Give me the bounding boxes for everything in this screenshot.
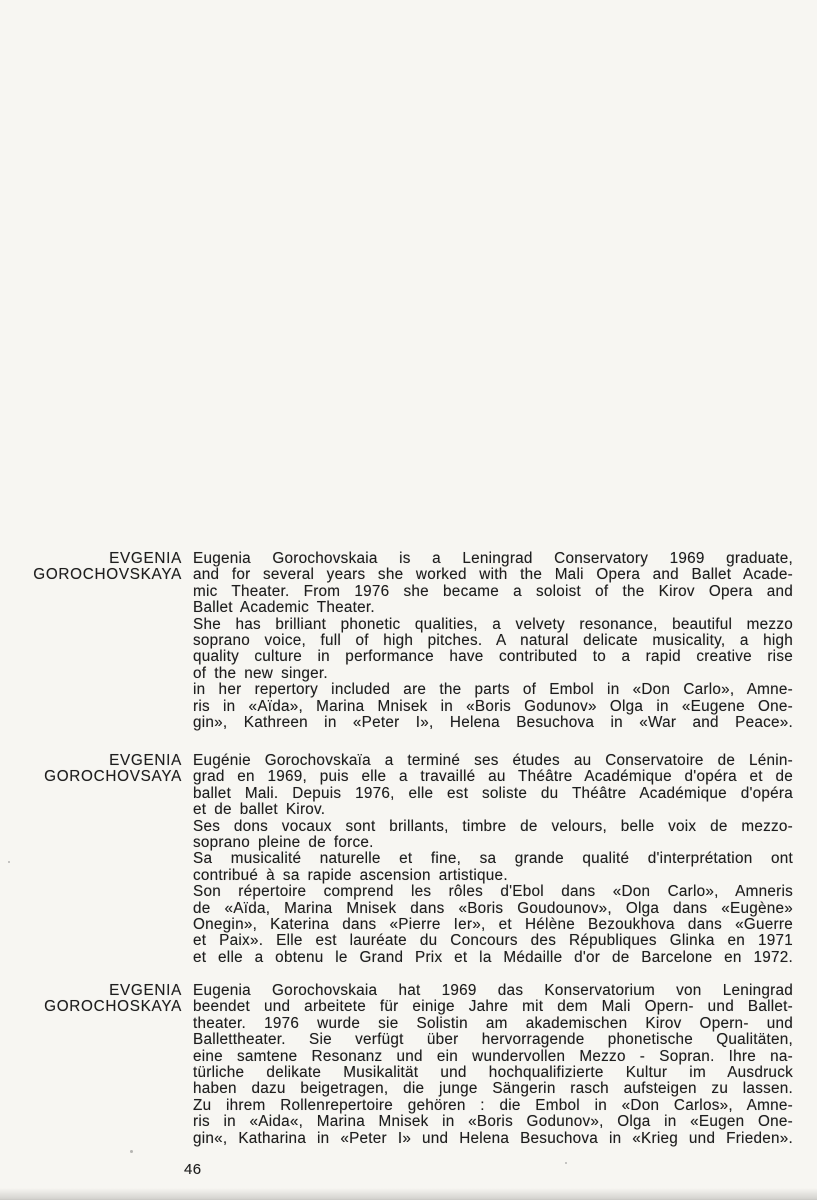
text-line: Eugénie Gorochovskaïa a terminé ses études au Conservatoire de Lénin- — [193, 752, 793, 769]
text-line: theater. 1976 wurde sie Solistin am akademischen Kirov Opern- und — [193, 1014, 793, 1032]
text-line: Ses dons vocaux sont brillants, timbre de velours, belle voix de mezzo- — [193, 817, 793, 835]
artist-name-line: GOROCHOVSAYA — [44, 768, 182, 786]
artist-name-line: GOROCHOSKAYA — [44, 998, 182, 1016]
text-line: et elle a obtenu le Grand Prix et la Médaille d'or de Barcelone en 1972. — [193, 948, 793, 966]
text-line: Onegin», Katerina dans «Pierre Ier», et Hélène Bezoukhova dans «Guerre — [193, 916, 793, 934]
text-line: soprano pleine de force. — [193, 834, 374, 852]
text-line: gin«, Katharina in «Peter I» und Helena Besuchova in «Krieg und Frieden». — [193, 1129, 793, 1147]
artist-name-line: EVGENIA — [109, 550, 182, 567]
scan-speck — [130, 1150, 133, 1153]
artist-name-line: EVGENIA — [109, 982, 182, 999]
text-line: ris in «Aida«, Marina Mnisek in «Boris Godunov», Olga in «Eugen One- — [193, 1113, 793, 1131]
text-line: de «Aïda, Marina Mnisek dans «Boris Goudounov», Olga dans «Eugène» — [193, 899, 793, 917]
text-line: gin», Kathreen in «Peter I», Helena Besuchova in «War and Peace». — [193, 714, 793, 732]
text-line: quality culture in performance have contributed to a rapid creative rise — [193, 648, 793, 666]
text-line: ris in «Aïda», Marina Mnisek in «Boris Godunov» Olga in «Eugene One- — [193, 697, 793, 715]
text-line: Eugenia Gorochovskaia is a Leningrad Conservatory 1969 graduate, — [193, 550, 793, 567]
text-line: beendet und arbeitete für einige Jahre mit dem Mali Opern- und Ballet- — [193, 998, 793, 1016]
entry-french — [19, 753, 793, 966]
page-number: 46 — [184, 1161, 202, 1178]
entry-german — [19, 983, 793, 1147]
text-line: of the new singer. — [193, 664, 328, 682]
text-line: Sa musicalité naturelle et fine, sa grande qualité d'interprétation ont — [193, 850, 793, 868]
text-line: Eugenia Gorochovskaia hat 1969 das Konservatorium von Leningrad — [193, 982, 793, 999]
text-line: mic Theater. From 1976 she became a soloist of the Kirov Opera and — [193, 582, 793, 600]
text-line: eine samtene Resonanz und ein wundervollen Mezzo - Sopran. Ihre na- — [193, 1047, 793, 1065]
text-line: ballet Mali. Depuis 1976, elle est soliste du Théâtre Académique d'opéra — [193, 784, 793, 802]
artist-name-line: EVGENIA — [109, 752, 182, 769]
text-line: and for several years she worked with the Mali Opera and Ballet Acade- — [193, 566, 793, 584]
entry-english — [19, 551, 793, 731]
text-line: Zu ihrem Rollenrepertoire gehören : die Embol in «Don Carlos», Amne- — [193, 1096, 793, 1114]
page-bottom-edge — [0, 1188, 817, 1200]
text-line: grad en 1969, puis elle a travaillé au Théâtre Académique d'opéra et de — [193, 768, 793, 786]
artist-name-label — [19, 753, 182, 786]
scan-speck — [8, 861, 10, 863]
text-line: Ballet Academic Theater. — [193, 599, 375, 617]
biography-text-french — [193, 753, 793, 966]
artist-name-label — [19, 551, 182, 584]
text-line: Son répertoire comprend les rôles d'Ebol dans «Don Carlo», Amneris — [193, 883, 793, 901]
text-line: türliche delikate Musikalität und hochqualifizierte Kultur im Ausdruck — [193, 1064, 793, 1082]
biography-text-english — [193, 551, 793, 731]
scan-speck — [565, 1162, 567, 1164]
text-line: et de ballet Kirov. — [193, 801, 326, 819]
artist-name-line: GOROCHOVSKAYA — [33, 566, 182, 584]
text-line: in her repertory included are the parts of Embol in «Don Carlo», Amne- — [193, 681, 793, 699]
text-line: contribué à sa rapide ascension artistique. — [193, 866, 508, 884]
text-line: soprano voice, full of high pitches. A natural delicate musicality, a high — [193, 632, 793, 650]
text-line: Ballettheater. Sie verfügt über hervorragende phonetische Qualitäten, — [193, 1031, 793, 1049]
artist-name-label — [19, 983, 182, 1016]
text-line: et Paix». Elle est lauréate du Concours des Républiques Glinka en 1971 — [193, 932, 793, 950]
text-line: She has brilliant phonetic qualities, a velvety resonance, beautiful mezzo — [193, 615, 793, 633]
text-line: haben dazu beigetragen, die junge Sängerin rasch aufsteigen zu lassen. — [193, 1080, 793, 1098]
biography-text-german — [193, 983, 793, 1147]
